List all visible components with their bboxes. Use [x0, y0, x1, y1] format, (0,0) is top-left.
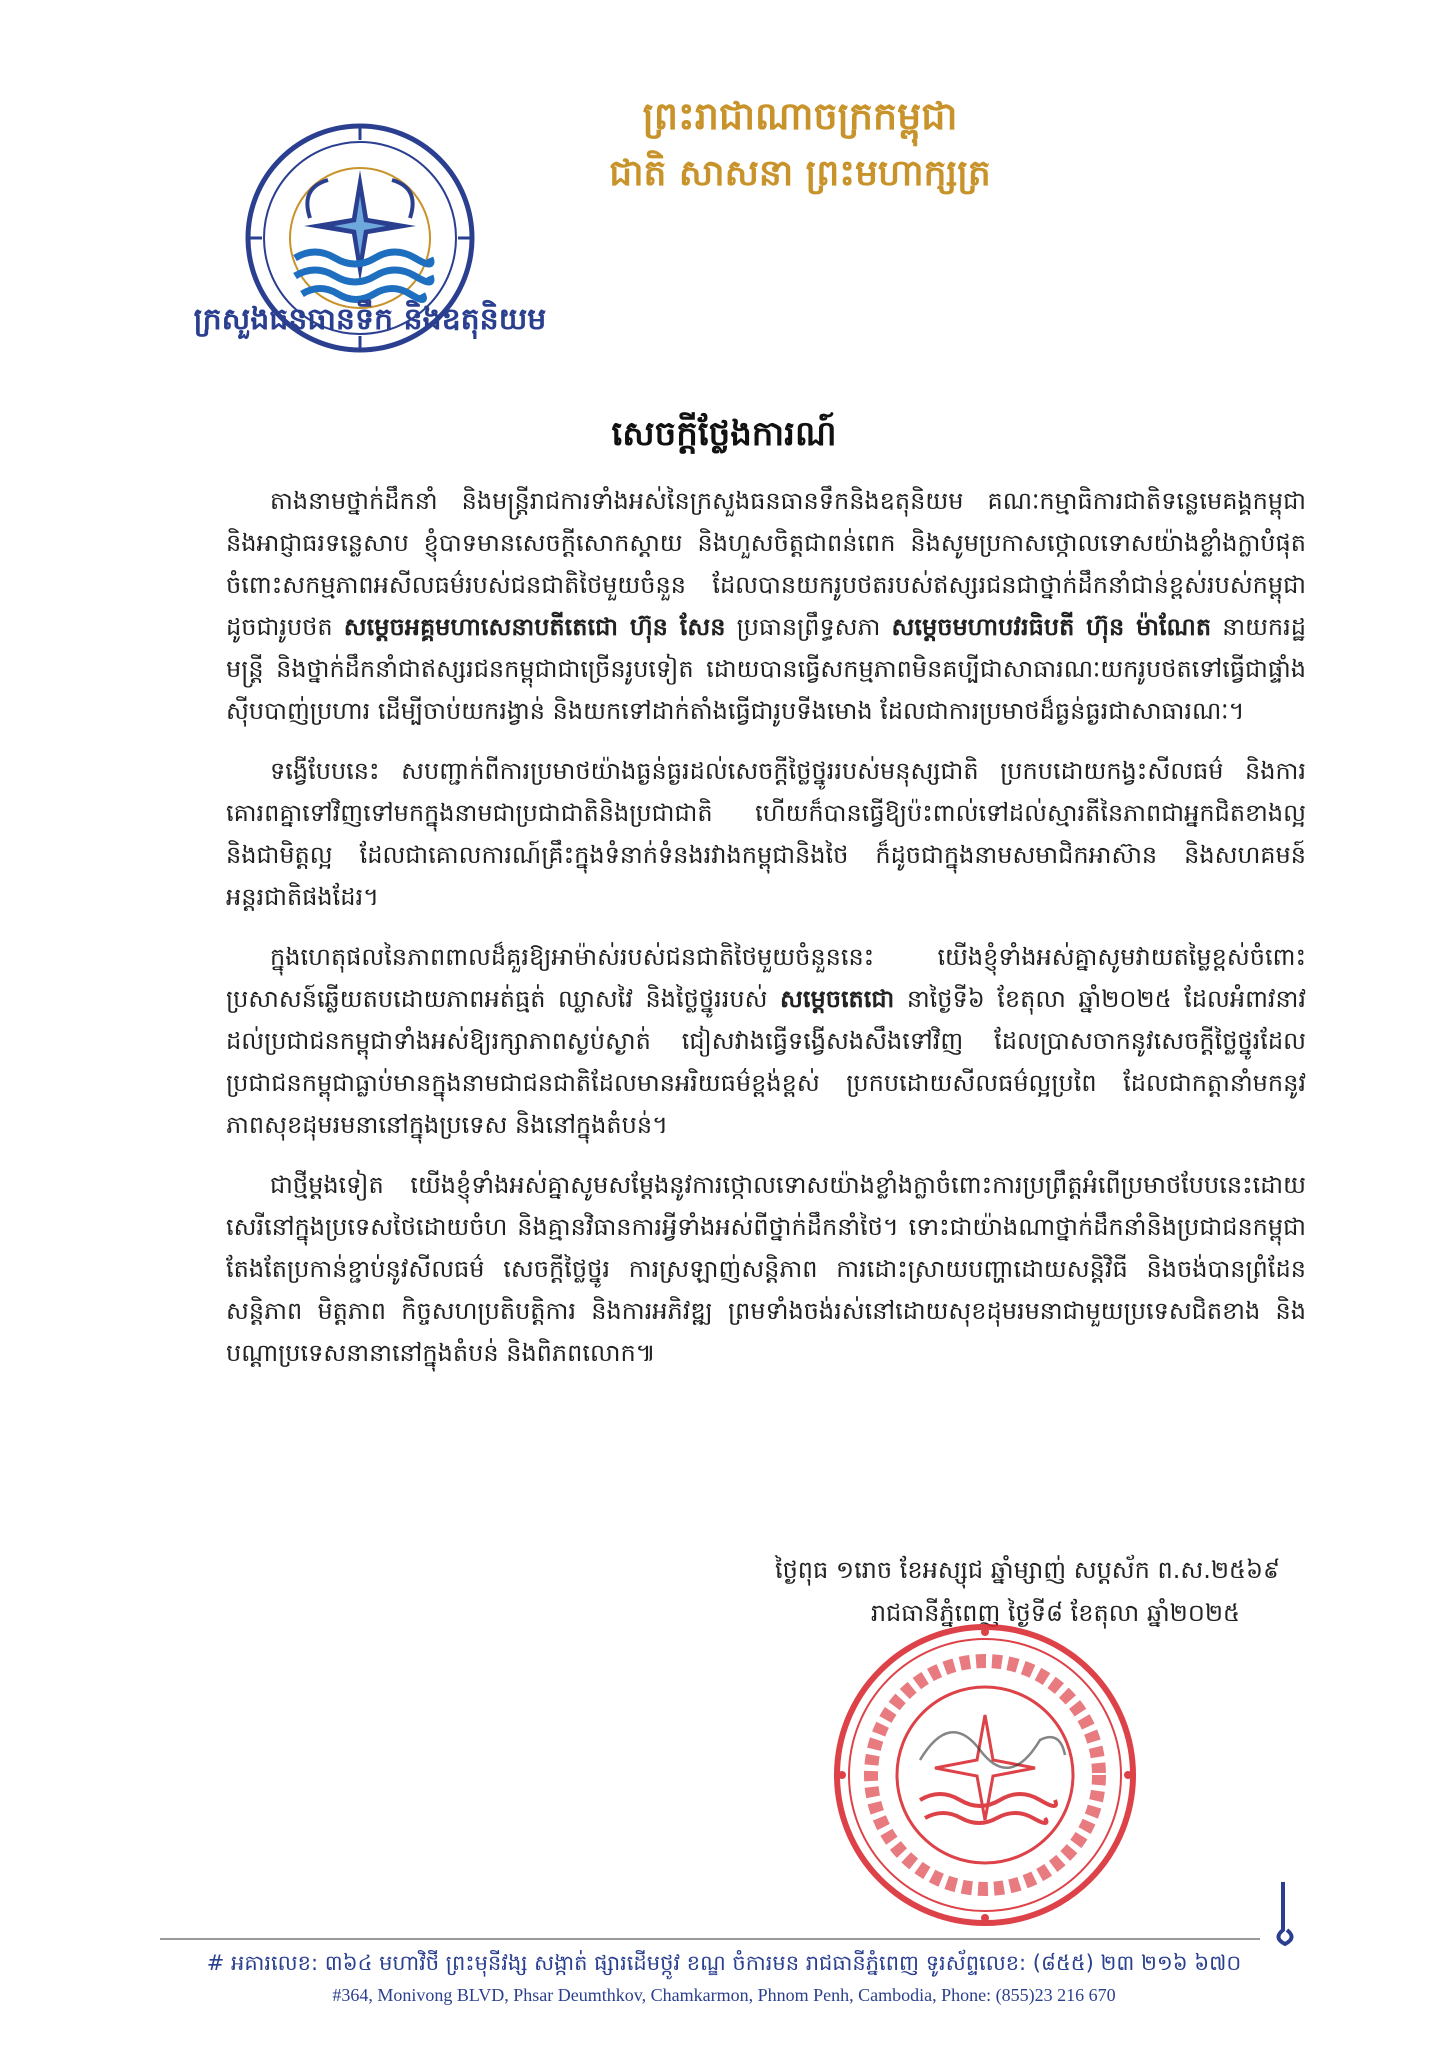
statement-paragraph: [226, 936, 1306, 1146]
ministry-name: ក្រសួងធនធានទឹក និងឧតុនិយម: [193, 302, 547, 337]
paragraph-text: នាយករដ្ឋមន្ត្រី និងថ្នាក់ដឹកនាំជាឥស្សរជនកម្ពុជាជាច្រើនរូបទៀត ដោយបានធ្វើសកម្មភាពមិនគប្បីជាសាធារណៈយករូបថតទៅធ្វើជាផ្ទាំងស៊ីបបាញ់ប្រហារ ដើម្បីចាប់យករង្វាន់ និងយកទៅដាក់តាំងធ្វើជារូបទីងមោង ដែលជាការប្រមាថដ៏ធ្ងន់ធ្ងរជាសាធារណៈ។: [226, 613, 1307, 725]
paragraph-text: ប្រធានព្រឹទ្ធសភា: [725, 613, 892, 641]
statement-body: [226, 480, 1306, 1392]
paragraph-text: ក្នុងហេតុផលនៃភាពពាលដ៏គួរឱ្យអាម៉ាស់របស់ជនជាតិថៃមួយចំនួននេះ យើងខ្ញុំទាំងអស់គ្នាសូមវាយតម្លៃខ្ពស់ចំពោះប្រសាសន៍ឆ្លើយតបដោយភាពអត់ធ្មត់ ឈ្លាសវៃ និងថ្លៃថ្នូររបស់: [226, 943, 1306, 1013]
statement-paragraph: [226, 1164, 1306, 1374]
paragraph-text: ទង្វើបែបនេះ សបញ្ជាក់ពីការប្រមាថយ៉ាងធ្ងន់ធ្ងរដល់សេចក្ដីថ្លៃថ្នូររបស់មនុស្សជាតិ ប្រកបដោយកង្វះសីលធម៌ និងការគោរពគ្នាទៅវិញទៅមកក្នុងនាមជាប្រជាជាតិនិងប្រជាជាតិ ហើយក៏បានធ្វើឱ្យប៉ះពាល់ទៅដល់ស្មារតីនៃភាពជាអ្នកជិតខាងល្អ និងជាមិត្តល្អ ដែលជាគោលការណ៍គ្រឹះក្នុងទំនាក់ទំនងរវាងកម្ពុជានិងថៃ ក៏ដូចជាក្នុងនាមសមាជិកអាស៊ាន និងសហគមន៍អន្តរជាតិផងដែរ។: [226, 757, 1306, 911]
emphasized-name: សម្ដេចមហាបវរធិបតី ហ៊ុន ម៉ាណែត: [891, 613, 1212, 641]
footer-divider: [160, 1938, 1260, 1940]
civil-date: រាជធានីភ្នំពេញ ថ្ងៃទី៨ ខែតុលា ឆ្នាំ២០២៥: [870, 1599, 1240, 1627]
footer-mark-icon: [1265, 1880, 1305, 1950]
footer-address-khmer: # អគារលេខ: ៣៦៤ មហាវិថី ព្រះមុនីវង្ស សង្កាត់ ផ្សារដើមថ្កូវ ខណ្ឌ ចំការមន រាជធានីភ្នំពេញ ទូរស័ព្ទលេខ: (៨៥៥) ២៣ ២១៦ ៦៧០: [206, 1951, 1242, 1975]
emphasized-name: សម្ដេចតេជោ: [780, 985, 895, 1013]
emphasized-name: សម្ដេចអគ្គមហាសេនាបតីតេជោ ហ៊ុន សែន: [343, 613, 726, 641]
statement-paragraph: [226, 750, 1306, 918]
paragraph-text: នាថ្ងៃទី៦ ខែតុលា ឆ្នាំ២០២៥ ដែលអំពាវនាវដល់ប្រជាជនកម្ពុជាទាំងអស់ឱ្យរក្សាភាពស្ងប់ស្ងាត់ ជៀសវាងធ្វើទង្វើសងសឹងទៅវិញ ដែលប្រាសចាកនូវសេចក្ដីថ្លៃថ្នូរដែលប្រជាជនកម្ពុជាធ្លាប់មានក្នុងនាមជាជនជាតិដែលមានអរិយធម៌ខ្ពង់ខ្ពស់ ប្រកបដោយសីលធម៌ល្អប្រពៃ ដែលជាកត្តានាំមកនូវភាពសុខដុមរមនានៅក្នុងប្រទេស និងនៅក្នុងតំបន់។: [226, 985, 1307, 1139]
statement-paragraph: [226, 480, 1306, 732]
document-title: សេចក្ដីថ្លែងការណ៍: [611, 414, 837, 454]
paragraph-text: តាងនាមថ្នាក់ដឹកនាំ និងមន្ត្រីរាជការទាំងអស់នៃក្រសួងធនធានទឹកនិងឧតុនិយម គណៈកម្មាធិការជាតិទន្លេមេគង្គកម្ពុជា និងអាជ្ញាធរទន្លេសាប ខ្ញុំបាទមានសេចក្ដីសោកស្ដាយ និងហួសចិត្តជាពន់ពេក និងសូមប្រកាសថ្កោលទោសយ៉ាងខ្លាំងក្លាបំផុតចំពោះសកម្មភាពអសីលធម៌របស់ជនជាតិថៃមួយចំនួន ដែលបានយករូបថតរបស់ឥស្សរជនជាថ្នាក់ដឹកនាំជាន់ខ្ពស់របស់កម្ពុជាដូចជារូបថត: [226, 487, 1306, 641]
lunar-date: ថ្ងៃពុធ ១រោច ខែអស្សុជ ឆ្នាំម្សាញ់ សប្តស័ក ព.ស.២៥៦៩: [774, 1556, 1280, 1584]
kingdom-heading: ព្រះរាជាណាចក្រកម្ពុជា: [642, 93, 958, 138]
footer-address-english: #364, Monivong BLVD, Phsar Deumthkov, Chamkarmon, Phnom Penh, Cambodia, Phone: (855)23 216 670: [332, 1985, 1116, 2005]
signature-mark-icon: [910, 1700, 1070, 1790]
national-motto: ជាតិ សាសនា ព្រះមហាក្សត្រ: [609, 152, 991, 194]
paragraph-text: ជាថ្មីម្ដងទៀត យើងខ្ញុំទាំងអស់គ្នាសូមសម្ដែងនូវការថ្កោលទោសយ៉ាងខ្លាំងក្លាចំពោះការប្រព្រឹត្តអំពើប្រមាថបែបនេះដោយសេរីនៅក្នុងប្រទេសថៃដោយចំហ និងគ្មានវិធានការអ្វីទាំងអស់ពីថ្នាក់ដឹកនាំថៃ។ ទោះជាយ៉ាងណាថ្នាក់ដឹកនាំនិងប្រជាជនកម្ពុជាតែងតែប្រកាន់ខ្ជាប់នូវសីលធម៌ សេចក្ដីថ្លៃថ្នូរ ការស្រឡាញ់សន្តិភាព ការដោះស្រាយបញ្ហាដោយសន្តិវិធី និងចង់បានព្រំដែនសន្តិភាព មិត្តភាព កិច្ចសហប្រតិបត្តិការ និងការអភិវឌ្ឍ ព្រមទាំងចង់រស់នៅដោយសុខដុមរមនាជាមួយប្រទេសជិតខាង និងបណ្ដាប្រទេសនានានៅក្នុងតំបន់ និងពិភពលោក៕: [226, 1171, 1306, 1367]
